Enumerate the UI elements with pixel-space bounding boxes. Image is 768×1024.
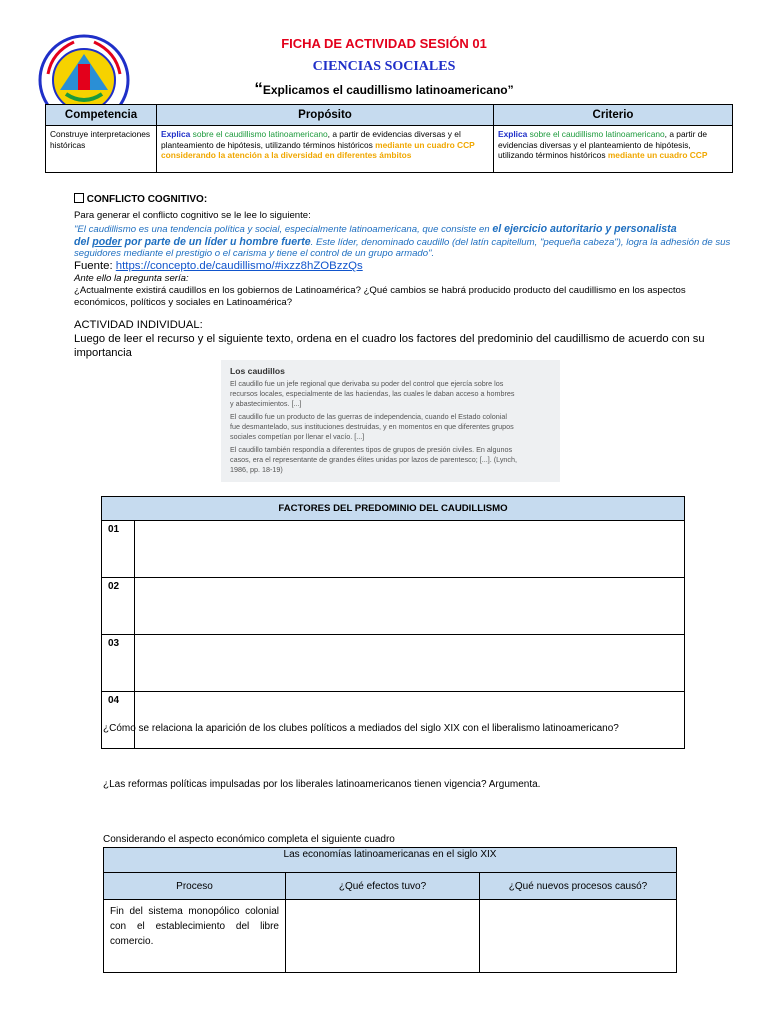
- header-criterio: Criterio: [494, 105, 733, 126]
- pregunta-reformas: ¿Las reformas políticas impulsadas por los liberales latinoamericanos tienen vigencia? Argumenta.: [103, 779, 541, 790]
- table-row: [102, 578, 685, 635]
- recurso-text: casos, era el representante de grandes élites unidas por lazos de parentesco; [...]. (Lynch,: [230, 455, 518, 464]
- header-efectos: ¿Qué efectos tuvo?: [286, 873, 480, 900]
- table-row: [102, 521, 685, 578]
- fuente: Fuente: https://concepto.de/caudillismo/#ixzz8hZOBzzQs: [74, 260, 363, 272]
- recurso-text: 1986, pp. 18-19): [230, 465, 283, 474]
- row-number: 03: [102, 635, 135, 692]
- factores-header: FACTORES DEL PREDOMINIO DEL CAUDILLISMO: [102, 497, 685, 521]
- recurso-text: y abastecimientos. [...]: [230, 399, 302, 408]
- row-number: 04: [102, 692, 135, 749]
- topic-title: “Explicamos el caudillismo latinoamericano”: [254, 79, 514, 98]
- table-row: [102, 692, 685, 749]
- header-proposito: Propósito: [157, 105, 494, 126]
- header-nuevos-procesos: ¿Qué nuevos procesos causó?: [480, 873, 677, 900]
- recurso-text: sociales competían por llenar el vacío. [...]: [230, 432, 365, 441]
- row-number: 01: [102, 521, 135, 578]
- ante-ello: Ante ello la pregunta sería:: [74, 273, 189, 284]
- answer-cell[interactable]: [135, 692, 685, 749]
- pregunta-clubes: ¿Cómo se relaciona la aparición de los clubes políticos a mediados del siglo XIX con el liberalismo latinoamericano?: [103, 723, 619, 734]
- recurso-text: recursos locales, especialmente de las haciendas, las cuales le daban acceso a hombres: [230, 389, 515, 398]
- recurso-text: fue desmantelado, sus instituciones destruidas, y en momentos en que diferentes grupos: [230, 422, 514, 431]
- page-title: FICHA DE ACTIVIDAD SESIÓN 01: [281, 36, 487, 51]
- answer-cell[interactable]: [135, 578, 685, 635]
- header-proceso: Proceso: [104, 873, 286, 900]
- economia-table: [103, 847, 677, 973]
- quote-line-2: del poder por parte de un líder u hombre fuerte. Este líder, denominado caudillo (del latín capitellum, "pequeña cabeza"), logra la adhesión de sus: [74, 236, 731, 248]
- actividad-title: ACTIVIDAD INDIVIDUAL:: [74, 319, 203, 331]
- table-row: [102, 635, 685, 692]
- proceso-cell: Fin del sistema monopólico colonial con el establecimiento del libre comercio.: [104, 900, 286, 973]
- subject-title: CIENCIAS SOCIALES: [312, 59, 456, 74]
- quote-line-3: seguidores mediante el prestigio o el carisma y tiene el control de un grupo armado".: [74, 248, 435, 259]
- conflicto-title: CONFLICTO COGNITIVO:: [74, 193, 739, 207]
- recurso-text: El caudillo también respondía a diferentes tipos de grupos de presión civiles. En algunos: [230, 445, 513, 454]
- proposito-cell: Explica sobre el caudillismo latinoamericano, a partir de evidencias diversas y el planteamiento de hipótesis, utilizando términos históricos mediante un cuadro CCP considerando la atención a la diversidad en diferentes ámbitos: [157, 126, 494, 173]
- checkbox-icon: [74, 193, 84, 203]
- row-number: 02: [102, 578, 135, 635]
- economia-intro: Considerando el aspecto económico completa el siguiente cuadro: [103, 834, 395, 845]
- pregunta-line-1: ¿Actualmente existirá caudillos en los gobiernos de Latinoamérica? ¿Qué cambios se habrá producido producto del caudillismo en los aspectos: [74, 285, 686, 296]
- criterio-cell: Explica sobre el caudillismo latinoamericano, a partir de evidencias diversas y el planteamiento de hipótesis, utilizando términos históricos mediante un cuadro CCP: [494, 126, 733, 173]
- recurso-heading: Los caudillos: [230, 366, 285, 376]
- quote-line-1: "El caudillismo es una tendencia política y social, especialmente latinoamericana, que consiste en el ejercicio autoritario y personalista: [74, 223, 677, 235]
- nuevos-procesos-cell[interactable]: [480, 900, 677, 973]
- recurso-image: [221, 360, 560, 482]
- recurso-text: El caudillo fue un producto de las guerras de independencia, cuando el Estado colonial: [230, 412, 507, 421]
- pregunta-line-2: económicos, políticos y sociales en Latinoamérica?: [74, 297, 293, 308]
- actividad-line-2: importancia: [74, 347, 132, 359]
- answer-cell[interactable]: [135, 635, 685, 692]
- fuente-link[interactable]: https://concepto.de/caudillismo/#ixzz8hZOBzzQs: [115, 260, 363, 272]
- header-competencia: Competencia: [46, 105, 157, 126]
- factores-table: [101, 496, 685, 749]
- competencia-cell: Construye interpretaciones históricas: [46, 126, 157, 173]
- answer-cell[interactable]: [135, 521, 685, 578]
- actividad-line-1: Luego de leer el recurso y el siguiente texto, ordena en el cuadro los factores del predominio del caudillismo de acuerdo con su: [74, 333, 705, 345]
- conflicto-intro: Para generar el conflicto cognitivo se le lee lo siguiente:: [74, 210, 311, 221]
- economia-title: Las economías latinoamericanas en el siglo XIX: [104, 848, 677, 873]
- recurso-text: El caudillo fue un jefe regional que derivaba su poder del control que ejercía sobre los: [230, 379, 504, 388]
- competency-table: [45, 104, 733, 173]
- efectos-cell[interactable]: [286, 900, 480, 973]
- table-row: [104, 900, 677, 973]
